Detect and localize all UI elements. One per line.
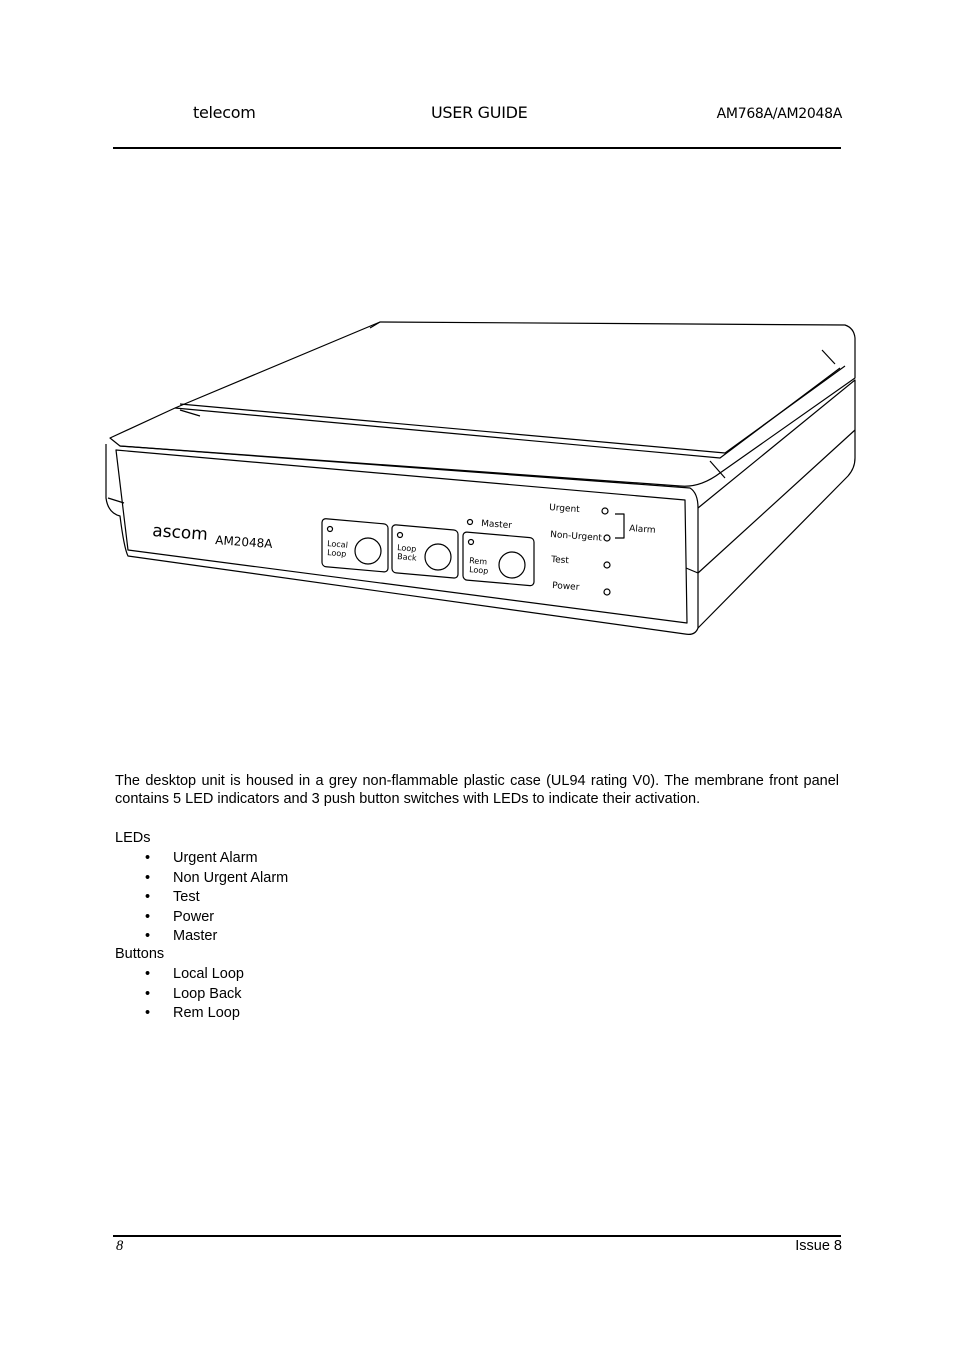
- page-number: 8: [116, 1238, 124, 1254]
- svg-text:Test: Test: [550, 555, 570, 567]
- list-item: • Test: [115, 888, 288, 908]
- non-urgent-led: [604, 535, 610, 541]
- issue-label: Issue 8: [795, 1238, 842, 1254]
- rem-loop-button: [499, 552, 525, 578]
- leds-list: [115, 849, 288, 947]
- loop-back-button: [425, 544, 451, 570]
- power-led: [604, 589, 610, 595]
- list-item: • Non Urgent Alarm: [115, 869, 288, 889]
- footer-rule: [113, 1235, 841, 1237]
- svg-text:Loop: Loop: [468, 565, 489, 576]
- model-label: AM2048A: [214, 533, 273, 551]
- svg-text:Local: Local: [326, 539, 349, 550]
- device-illustration: [100, 298, 860, 643]
- alarm-label: Alarm: [628, 524, 656, 536]
- svg-text:Loop: Loop: [326, 548, 347, 559]
- master-led: [468, 520, 473, 525]
- list-item: • Power: [115, 908, 288, 928]
- list-item: • Master: [115, 927, 288, 947]
- description-paragraph: The desktop unit is housed in a grey non-flammable plastic case (UL94 rating V0). The membrane front panel contains 5 LED indicators and 3 push button switches with LEDs to indicate their activation.: [115, 772, 839, 807]
- brand-logo: ascom: [151, 521, 209, 545]
- test-led: [604, 562, 610, 568]
- header-rule: [113, 147, 841, 149]
- svg-text:Loop: Loop: [396, 543, 417, 554]
- leds-heading: LEDs: [115, 830, 151, 846]
- list-item: • Urgent Alarm: [115, 849, 288, 869]
- header-title: USER GUIDE: [431, 103, 528, 122]
- master-label: Master: [480, 519, 513, 532]
- svg-text:Urgent: Urgent: [548, 503, 581, 516]
- list-item: • Local Loop: [115, 965, 244, 985]
- urgent-led: [602, 508, 608, 514]
- svg-text:Back: Back: [396, 552, 417, 563]
- list-item: • Loop Back: [115, 985, 244, 1005]
- list-item: • Rem Loop: [115, 1004, 244, 1024]
- svg-text:Power: Power: [551, 581, 580, 593]
- svg-text:Non-Urgent: Non-Urgent: [549, 530, 603, 544]
- buttons-list: [115, 965, 244, 1024]
- buttons-heading: Buttons: [115, 946, 165, 962]
- header-model: AM768A/AM2048A: [716, 106, 842, 122]
- local-loop-button: [355, 538, 381, 564]
- svg-text:Rem: Rem: [468, 556, 488, 567]
- case-top-outline: [110, 322, 855, 486]
- header-left: telecom: [193, 103, 256, 122]
